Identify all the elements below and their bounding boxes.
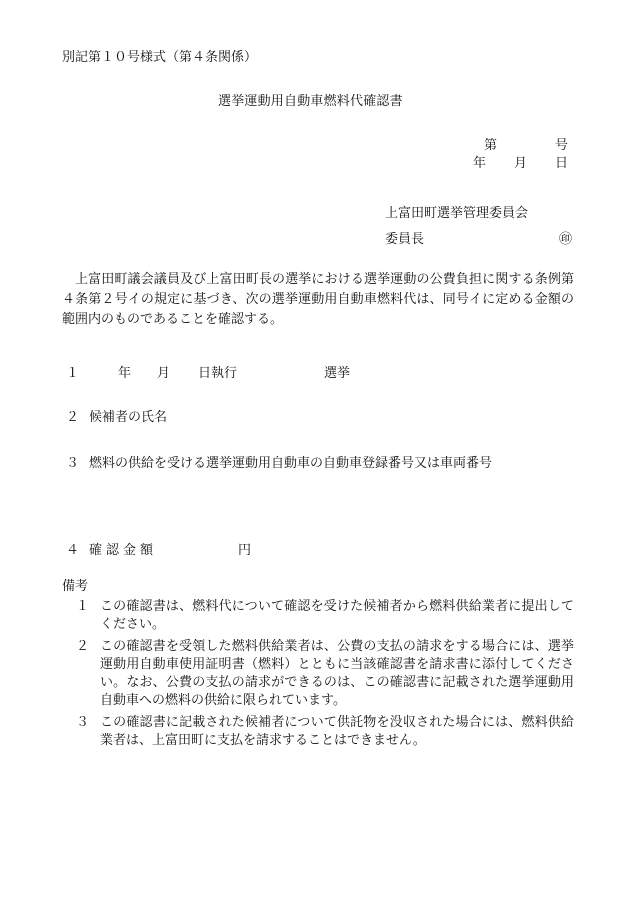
item-1-year: 年 [118, 366, 132, 381]
document-title: 選挙運動用自動車燃料代確認書 [218, 94, 403, 109]
form-reference: 別記第１０号様式（第４条関係） [62, 50, 258, 65]
issue-number-suffix: 号 [554, 138, 568, 153]
notes-list [62, 598, 574, 754]
item-1-number: １ [66, 366, 80, 381]
seal-mark: ㊞ [558, 232, 572, 247]
item-1-month: 月 [157, 366, 171, 381]
item-4-label: 確認金額 [89, 543, 158, 558]
note-item [62, 598, 574, 634]
note-item [62, 638, 574, 710]
issue-number-prefix: 第 [483, 138, 497, 153]
item-candidate-name [66, 409, 167, 427]
item-4-number: ４ [66, 543, 80, 558]
item-vehicle-number [66, 455, 492, 473]
note-number: １ [76, 599, 90, 614]
item-1-election: 選挙 [324, 366, 351, 381]
note-text: この確認書に記載された候補者について供託物を没収された場合には、燃料供給業者は、上富田町に支払を請求することはできません。 [100, 715, 574, 748]
note-item [62, 714, 574, 750]
item-2-label: 候補者の氏名 [89, 410, 168, 425]
issue-date-day: 日 [554, 156, 568, 171]
note-text: この確認書は、燃料代について確認を受けた候補者から燃料供給業者に提出してください。 [100, 599, 574, 632]
issuer-chair: 委員長 [385, 232, 425, 247]
item-3-label: 燃料の供給を受ける選挙運動用自動車の自動車登録番号又は車両番号 [89, 456, 493, 471]
item-3-number: ３ [66, 456, 80, 471]
item-election-date [66, 365, 386, 383]
item-confirmed-amount [66, 542, 306, 560]
body-paragraph: 上富田町議会議員及び上富田町長の選挙における選挙運動の公費負担に関する条例第４条第２号イの規定に基づき、次の選挙運動用自動車燃料代は、同号イに定める金額の範囲内のものであることを確認する。 [62, 272, 574, 327]
issue-date-month: 月 [513, 156, 527, 171]
issue-number-row [484, 137, 568, 155]
issue-date-row [473, 155, 568, 173]
issue-date-year: 年 [472, 156, 486, 171]
item-4-unit: 円 [238, 543, 252, 558]
notes-heading: 備考 [62, 579, 89, 594]
item-2-number: ２ [66, 410, 80, 425]
note-number: ３ [76, 715, 90, 730]
issuer-chair-row [385, 231, 572, 249]
item-1-day-executed: 日執行 [198, 366, 238, 381]
note-text: この確認書を受領した燃料供給業者は、公費の支払の請求をする場合には、選挙運動用自動車使用証明書（燃料）とともに当該確認書を請求書に添付してください。なお、公費の支払の請求ができるのは、この確認書に記載された選挙運動用自動車への燃料の供給に限られています。 [100, 639, 574, 708]
issuer-organization: 上富田町選挙管理委員会 [385, 206, 529, 221]
note-number: ２ [76, 639, 90, 654]
